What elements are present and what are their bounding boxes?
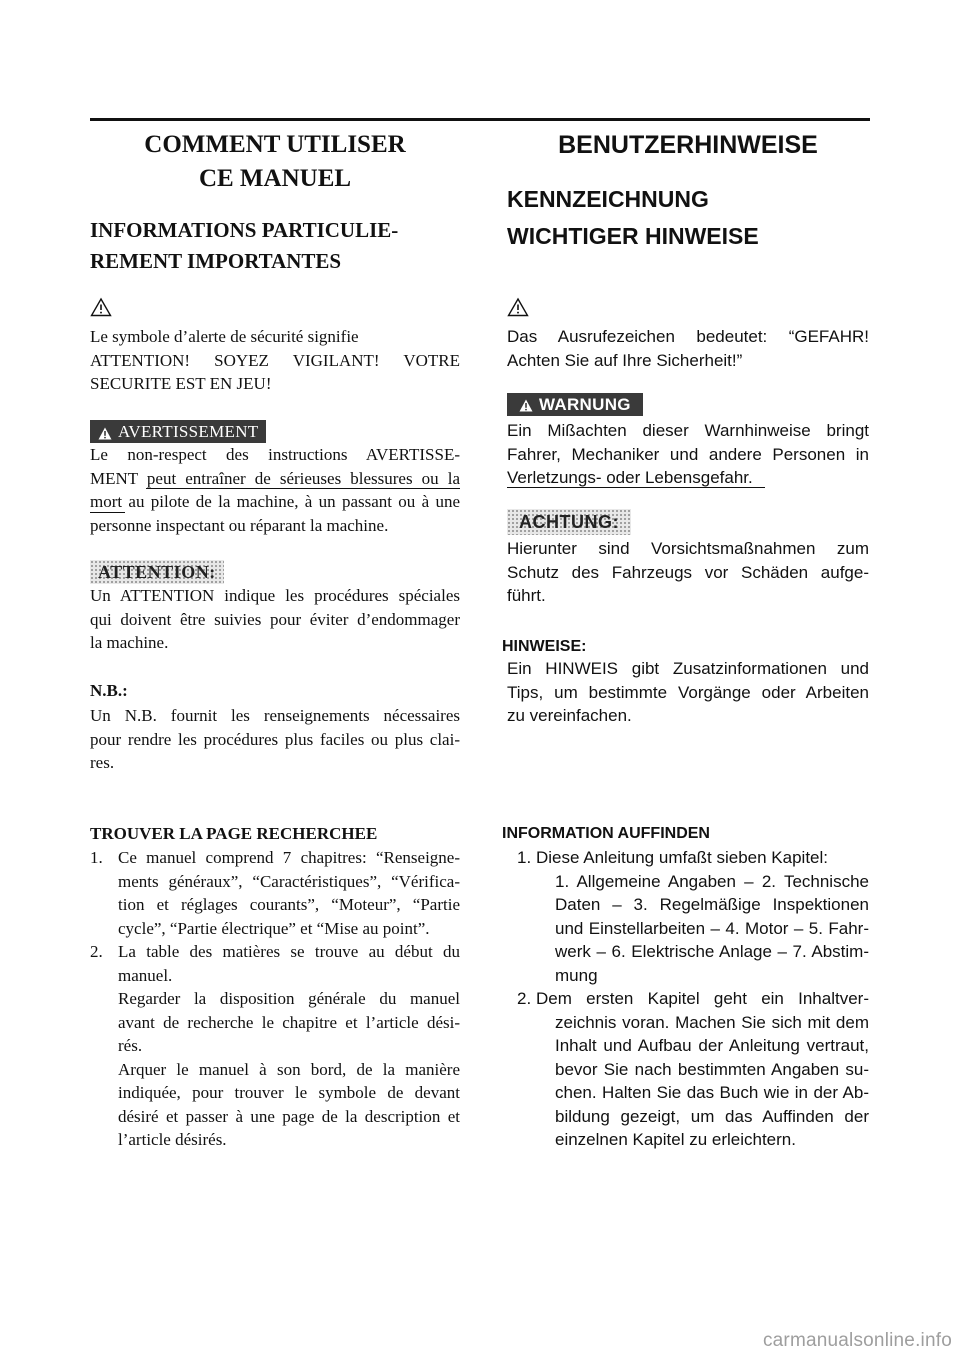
de-caution-text: [507, 537, 869, 608]
de-caution-line: Schutz des Fahrzeugs vor Schäden aufge-: [507, 562, 869, 582]
de-warning-line: Verletzungs- oder Lebensgefahr.: [507, 468, 753, 487]
fr-alert-line: ATTENTION! SOYEZ VIGILANT! VOTRE: [90, 350, 460, 370]
de-note-text: [507, 657, 869, 728]
fr-warning-line: mort au pilote de la machine, à un passant ou à une: [90, 492, 460, 511]
de-item-line: zeichnis voran. Machen Sie sich mit dem: [555, 1012, 869, 1032]
de-find-heading: INFORMATION AUFFINDEN: [502, 825, 710, 842]
fr-heading-line: INFORMATIONS PARTICULIE-: [90, 218, 399, 242]
de-note-line: Ein HINWEIS gibt Zusatzinformationen und: [507, 659, 869, 678]
fr-caution-badge: [90, 560, 224, 584]
de-section-heading: [507, 181, 869, 255]
fr-caution-badge-label: ATTENTION:: [90, 560, 224, 584]
fr-note-label: N.B.:: [90, 681, 128, 700]
de-alert-text: [507, 325, 869, 372]
de-item-line: einzelnen Kapitel zu erleichtern.: [555, 1130, 796, 1149]
de-warning-text: [507, 419, 869, 490]
fr-note-line: Un N.B. fournit les renseignements nécessaires: [90, 706, 460, 725]
fr-item-line: l’article désirés.: [118, 1130, 227, 1149]
fr-item-line: désiré et passer à une page de la description et: [118, 1106, 460, 1126]
fr-item-line: tion et réglages courants”, “Moteur”, “Partie: [118, 895, 460, 914]
fr-item-line: indiquée, pour trouver le symbole de devant: [118, 1083, 460, 1102]
fr-title-line: CE MANUEL: [198, 165, 352, 192]
fr-warning-underline: [146, 488, 460, 489]
fr-warning-line: MENT peut entraîner de sérieuses blessures ou la: [90, 468, 460, 488]
fr-warning-badge: [90, 420, 266, 443]
de-note-line: Tips, um bestimmte Vorgänge oder Arbeiten: [507, 682, 869, 702]
de-caution-badge: [507, 509, 631, 535]
de-item-line: Daten – 3. Regelmäßige Inspektionen: [555, 895, 869, 914]
de-item-line: chen. Halten Sie das Buch wie in der Ab-: [555, 1083, 869, 1102]
de-warning-badge-label: WARNUNG: [539, 395, 631, 414]
de-alert-line: Das Ausrufezeichen bedeutet: “GEFAHR!: [507, 327, 869, 346]
de-item-line: Diese Anleitung umfaßt sieben Kapitel:: [536, 848, 829, 867]
fr-warning-underline: [90, 512, 125, 513]
de-item-line: werk – 6. Elektrische Anlage – 7. Abstim-: [555, 942, 869, 961]
de-heading-line: WICHTIGER HINWEISE: [507, 223, 759, 249]
fr-caution-text: [90, 584, 460, 655]
fr-caution-line: la machine.: [90, 633, 169, 652]
fr-alert-line: Le symbole d’alerte de sécurité signifie: [90, 327, 359, 346]
fr-item-line: La table des matières se trouve au début du: [118, 942, 460, 961]
de-warning-badge: [507, 393, 643, 416]
de-heading-line: KENNZEICHNUNG: [507, 186, 709, 212]
exclamation-triangle-icon: [98, 421, 112, 442]
fr-item-line: cycle”, “Partie électrique” et “Mise au point”.: [118, 918, 430, 938]
exclamation-triangle-icon: [519, 394, 533, 415]
de-item-line: bevor Sie nach bestimmten Angaben su-: [555, 1059, 869, 1079]
de-item-line: und Einstellarbeiten – 4. Motor – 5. Fahr-: [555, 918, 869, 938]
de-find-list: [517, 846, 869, 1152]
de-item-number: 2.: [517, 989, 532, 1008]
fr-note-line: pour rendre les procédures plus faciles ou plus clai-: [90, 729, 460, 749]
fr-item-number: 2.: [90, 942, 103, 961]
de-item-line: Inhalt und Aufbau der Anleitung vertraut,: [555, 1036, 869, 1055]
de-item-number: 1.: [517, 848, 532, 867]
de-alert-line: Achten Sie auf Ihre Sicherheit!”: [507, 350, 743, 370]
de-caution-badge-label: ACHTUNG:: [507, 509, 631, 535]
fr-title-line: COMMENT UTILISER: [144, 131, 406, 158]
de-warning-line: Ein Mißachten dieser Warnhinweise bringt: [507, 421, 869, 440]
fr-alert-line: SECURITE EST EN JEU!: [90, 374, 272, 393]
de-caution-line: Hierunter sind Vorsichtsmaßnahmen zum: [507, 539, 869, 558]
fr-item-line: Ce manuel comprend 7 chapitres: “Renseigne-: [118, 848, 460, 867]
fr-warning-line: personne inspectant ou réparant la machine.: [90, 515, 389, 535]
fr-warning-text: [90, 443, 460, 537]
list-item: [517, 846, 869, 987]
fr-warning-badge-label: AVERTISSEMENT: [118, 422, 259, 441]
fr-find-list: [90, 846, 460, 1152]
de-note-line: zu vereinfachen.: [507, 706, 632, 725]
warning-triangle-icon: [90, 297, 112, 322]
fr-item-line: avant de recherche le chapitre et l’article dési-: [118, 1012, 460, 1032]
de-item-line: mung: [555, 965, 598, 985]
list-item: [517, 987, 869, 1152]
fr-item-line: Arquer le manuel à son bord, de la manière: [118, 1059, 460, 1079]
fr-item-line: Regarder la disposition générale du manuel: [118, 989, 460, 1008]
fr-caution-line: Un ATTENTION indique les procédures spéciales: [90, 586, 460, 605]
fr-heading-line: REMENT IMPORTANTES: [90, 249, 342, 273]
fr-caution-line: qui doivent être suivies pour éviter d’endommager: [90, 609, 460, 629]
fr-find-heading: TROUVER LA PAGE RECHERCHEE: [90, 824, 378, 843]
warning-triangle-icon: [507, 297, 529, 322]
footer-watermark[interactable]: carmanualsonline.info: [762, 1330, 952, 1351]
fr-note-line: res.: [90, 753, 115, 772]
de-warning-underline: [507, 487, 765, 488]
de-item-line: Dem ersten Kapitel geht ein Inhaltver-: [536, 989, 869, 1008]
top-rule: [90, 118, 870, 121]
de-item-line: 1. Allgemeine Angaben – 2. Technische: [555, 871, 869, 891]
fr-item-line: manuel.: [118, 965, 173, 985]
fr-warning-line: Le non-respect des instructions AVERTISSE-: [90, 445, 460, 464]
fr-item-number: 1.: [90, 848, 103, 867]
list-item: [90, 846, 460, 940]
fr-item-line: rés.: [118, 1036, 143, 1055]
de-page-title: BENUTZERHINWEISE: [558, 131, 818, 159]
de-warning-line: Fahrer, Mechaniker und andere Personen in: [507, 444, 869, 464]
de-caution-line: führt.: [507, 586, 546, 605]
fr-note-text: [90, 704, 460, 775]
list-item: [90, 940, 460, 1152]
de-item-line: bildung gezeigt, um das Auffinden der: [555, 1106, 869, 1126]
fr-page-title: [90, 128, 460, 196]
de-note-label: HINWEISE:: [502, 638, 587, 655]
fr-item-line: ments généraux”, “Caractéristiques”, “Vérifica-: [118, 871, 460, 891]
fr-alert-text: [90, 325, 460, 396]
fr-section-heading: [90, 215, 460, 277]
